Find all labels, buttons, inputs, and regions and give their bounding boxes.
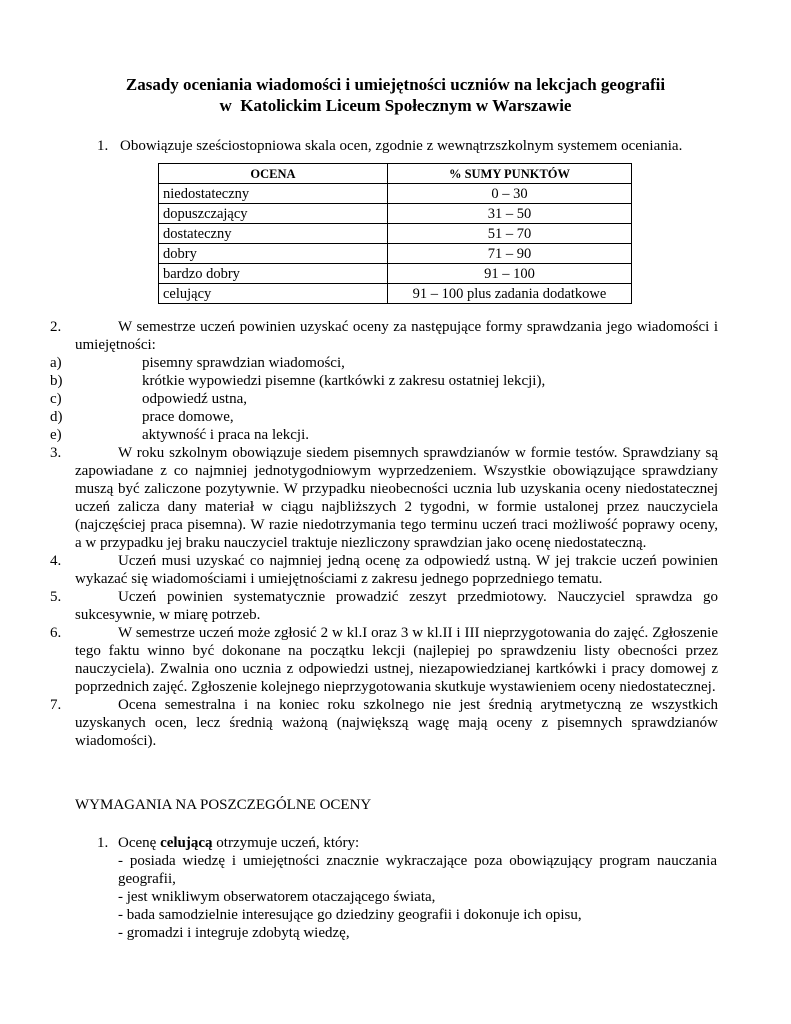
table-row: [159, 224, 632, 244]
requirement-1-number: 1.: [97, 835, 109, 851]
rule-4-text: Uczeń musi uzyskać co najmniej jedną ocenę za odpowiedź ustną. W jej trakcie uczeń powinien wykazać się wiadomościami i umiejętnościami z zakresu jednego poprzedniego tematu.: [75, 553, 718, 587]
assessment-form-item: [0, 354, 791, 372]
table-row: [159, 184, 632, 204]
sub-letter: d): [50, 409, 63, 425]
rule-1-number: 1.: [97, 138, 109, 154]
table-row: [159, 284, 632, 304]
sub-text: odpowiedź ustna,: [142, 391, 247, 407]
document-title: [0, 74, 791, 116]
sub-letter: b): [50, 373, 63, 389]
grade-range: 91 – 100 plus zadania dodatkowe: [388, 284, 632, 304]
requirements-heading: WYMAGANIA NA POSZCZEGÓLNE OCENY: [75, 797, 372, 813]
rule-4-number: 4.: [50, 553, 62, 569]
rule-6-number: 6.: [50, 625, 62, 641]
intro-after: otrzymuje uczeń, który:: [212, 835, 360, 851]
table-row: [159, 264, 632, 284]
rule-1: [97, 137, 737, 155]
grade-range: 51 – 70: [388, 224, 632, 244]
sub-text: pisemny sprawdzian wiadomości,: [142, 355, 345, 371]
title-line-1: Zasady oceniania wiadomości i umiejętności uczniów na lekcjach geografii: [125, 75, 666, 94]
sub-text: krótkie wypowiedzi pisemne (kartkówki z zakresu ostatniej lekcji),: [142, 373, 546, 389]
sub-letter: c): [50, 391, 62, 407]
grade-scale-table: [158, 163, 632, 304]
assessment-form-item: [0, 372, 791, 390]
requirement-item-1: [97, 834, 717, 942]
table-header-row: [159, 164, 632, 184]
rule-2: [0, 318, 791, 354]
sub-text: aktywność i praca na lekcji.: [142, 427, 310, 443]
grade-range: 71 – 90: [388, 244, 632, 264]
table-row: [159, 204, 632, 224]
grade-name: bardzo dobry: [159, 264, 388, 284]
grade-name: niedostateczny: [159, 184, 388, 204]
rule-3-text: W roku szkolnym obowiązuje siedem pisemnych sprawdzianów w formie testów. Sprawdziany są zapowiadane z co najmniej jednotygodniowym wyprzedzeniem. Wszystkie obowiązujące sprawdziany muszą być zaliczone pozytywnie. W przypadku nieobecności ucznia lub uzyskania oceny niedostatecznej uczeń zalicza dany materiał w ciągu najbliższych 2 tygodni, w formie ustalonej przez nauczyciela (najczęściej praca pisemna). W razie niedotrzymania tego terminu uczeń traci możliwość poprawy oceny, a w przypadku jej braku nauczyciel traktuje niezliczony sprawdzian jako ocenę niedostateczną.: [75, 445, 718, 551]
sub-letter: e): [50, 427, 62, 443]
requirement-line: - jest wnikliwym obserwatorem otaczającego świata,: [118, 889, 436, 905]
rule-1-text: Obowiązuje sześciostopniowa skala ocen, zgodnie z wewnątrzszkolnym systemem oceniania.: [120, 138, 683, 154]
rule-7: [0, 696, 791, 750]
rule-2-number: 2.: [50, 319, 62, 335]
requirement-line: - bada samodzielnie interesujące go dziedziny geografii i dokonuje ich opisu,: [118, 907, 582, 923]
requirement-1-body: [118, 834, 717, 942]
grade-range: 0 – 30: [388, 184, 632, 204]
intro-before: Ocenę: [118, 835, 161, 851]
rule-6: [0, 624, 791, 696]
grade-name: dopuszczający: [159, 204, 388, 224]
grade-name: celujący: [159, 284, 388, 304]
grade-name-bold: celującą: [160, 835, 213, 851]
title-line-2: w Katolickim Liceum Społecznym w Warszawie: [219, 96, 572, 115]
requirement-line: - posiada wiedzę i umiejętności znacznie wykraczające poza obowiązujący program nauczania geografii,: [118, 853, 717, 887]
rules-list: [0, 318, 791, 750]
sub-letter: a): [50, 355, 62, 371]
table-row: [159, 244, 632, 264]
sub-text: prace domowe,: [142, 409, 234, 425]
header-percent: % SUMY PUNKTÓW: [388, 164, 632, 184]
rule-5: [0, 588, 791, 624]
requirement-line: - gromadzi i integruje zdobytą wiedzę,: [118, 925, 350, 941]
requirement-1-intro: [118, 834, 717, 852]
grade-range: 91 – 100: [388, 264, 632, 284]
rule-5-text: Uczeń powinien systematycznie prowadzić zeszyt przedmiotowy. Nauczyciel sprawdza go sukcesywnie, w miarę potrzeb.: [75, 589, 718, 623]
grade-name: dostateczny: [159, 224, 388, 244]
rule-7-text: Ocena semestralna i na koniec roku szkolnego nie jest średnią arytmetyczną ze wszystkich uzyskanych ocen, lecz średnią ważoną (największą wagę mają oceny z pisemnych sprawdzianów wiadomości).: [75, 697, 718, 749]
rule-6-text: W semestrze uczeń może zgłosić 2 w kl.I oraz 3 w kl.II i III nieprzygotowania do zajęć. Zgłoszenie tego faktu winno być dokonane na początku lekcji (najlepiej po sprawdzeniu listy obecności przez nauczyciela). Zwalnia ono ucznia z odpowiedzi ustnej, niezapowiedzianej kartkówki i pracy domowej z poprzednich zajęć. Zgłoszenie kolejnego nieprzygotowania skutkuje wystawieniem oceny niedostatecznej.: [75, 625, 718, 695]
rule-2-text: W semestrze uczeń powinien uzyskać oceny za następujące formy sprawdzania jego wiadomości i umiejętności:: [75, 319, 718, 353]
assessment-form-item: [0, 408, 791, 426]
rule-7-number: 7.: [50, 697, 62, 713]
rule-3-number: 3.: [50, 445, 62, 461]
grade-name: dobry: [159, 244, 388, 264]
assessment-form-item: [0, 390, 791, 408]
rule-4: [0, 552, 791, 588]
header-grade: OCENA: [159, 164, 388, 184]
assessment-form-item: [0, 426, 791, 444]
grade-range: 31 – 50: [388, 204, 632, 224]
rule-3: [0, 444, 791, 552]
rule-5-number: 5.: [50, 589, 62, 605]
